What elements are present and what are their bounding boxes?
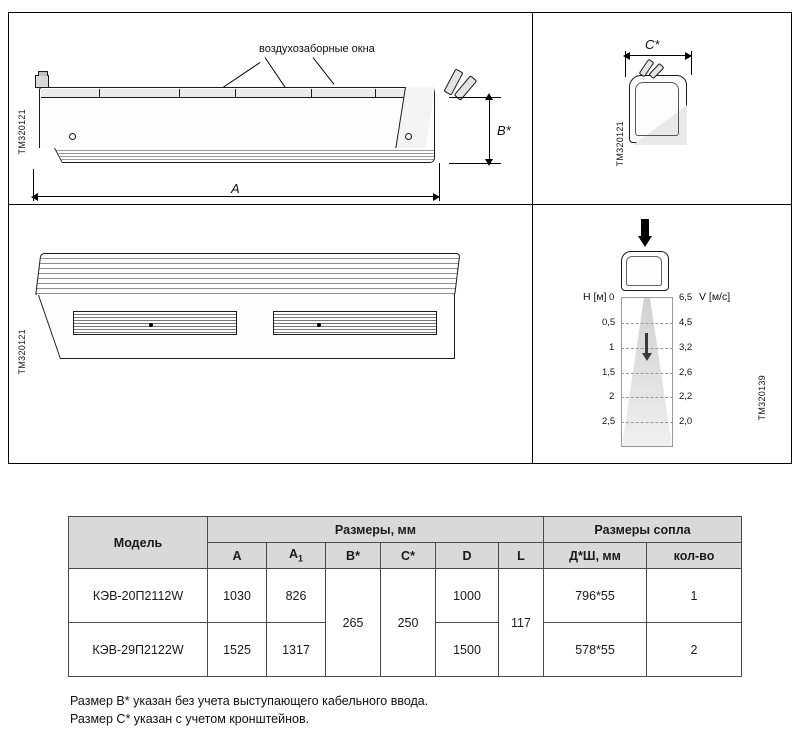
- air-outlet-left: [73, 311, 237, 335]
- cell-d-2: 1500: [436, 623, 499, 677]
- view-bottom: [9, 205, 533, 463]
- footnote-2: Размер C* указан с учетом кронштейнов.: [70, 712, 310, 727]
- header-col-b: B*: [326, 543, 381, 569]
- drawing-code-flow: TM320139: [757, 375, 767, 421]
- callout-leader-right: [313, 57, 335, 84]
- intake-tick-2: [179, 89, 180, 97]
- table-header-row-1: [69, 517, 742, 543]
- dim-a-line: [33, 196, 439, 197]
- drawing-code-side: TM320121: [615, 121, 625, 167]
- view-airflow-chart: [533, 205, 791, 463]
- cell-dsh-1: 796*55: [544, 569, 647, 623]
- cell-a1-1: 826: [267, 569, 326, 623]
- v-tick-4: 2,2: [679, 391, 693, 402]
- cable-gland: [35, 75, 49, 88]
- cell-l-merged: 117: [499, 569, 544, 677]
- dim-c-ext-left: [625, 51, 626, 77]
- h-tick-4: 2: [609, 391, 615, 402]
- unit-side-body: [629, 75, 691, 157]
- axis-v-title: V [м/с]: [699, 291, 731, 303]
- drawing-code-bottom: TM320121: [17, 329, 27, 375]
- flow-inner-outline: [626, 256, 662, 286]
- outlet-dot-right: [317, 323, 321, 327]
- view-front-top: [9, 13, 533, 205]
- header-col-dsh: Д*Ш, мм: [544, 543, 647, 569]
- footnote-1: Размер B* указан без учета выступающего кабельного ввода.: [70, 694, 429, 708]
- cell-a1-2: 1317: [267, 623, 326, 677]
- callout-air-intake-label: воздухозаборные окна: [259, 43, 375, 55]
- h-tick-3: 1,5: [602, 367, 616, 378]
- cell-a-2: 1525: [208, 623, 267, 677]
- intake-tick-3: [235, 89, 236, 97]
- intake-tick-4: [311, 89, 312, 97]
- header-col-a1: [267, 543, 326, 569]
- dim-c-ext-right: [691, 51, 692, 75]
- dim-c-label: C*: [645, 37, 660, 52]
- header-col-l: L: [499, 543, 544, 569]
- unit-flow-body: [621, 251, 673, 295]
- header-model: Модель: [69, 517, 208, 569]
- chart-gridline-1: [621, 323, 673, 324]
- cell-d-1: 1000: [436, 569, 499, 623]
- table-body: [69, 569, 742, 677]
- table-header: [69, 517, 742, 569]
- header-col-d: D: [436, 543, 499, 569]
- h-tick-0: 0: [609, 292, 615, 303]
- screw-indicator-right: [405, 133, 412, 140]
- v-tick-3: 2,6: [679, 367, 693, 378]
- header-col-a1-base: A: [288, 547, 298, 562]
- outlet-dot-left: [149, 323, 153, 327]
- chart-gridline-4: [621, 397, 673, 398]
- air-outlet-right: [273, 311, 437, 335]
- table-row: [69, 569, 742, 623]
- unit-bottom-grille: [39, 148, 435, 163]
- intake-tick-5: [375, 89, 376, 97]
- flow-direction-stem: [645, 333, 648, 355]
- intake-tick-1: [99, 89, 100, 97]
- cell-qty-2: 2: [647, 623, 742, 677]
- cell-qty-1: 1: [647, 569, 742, 623]
- flow-direction-head: [642, 353, 652, 361]
- chart-gridline-5: [621, 422, 673, 423]
- inlet-arrow-stem: [641, 219, 649, 237]
- header-nozzle-group: Размеры сопла: [544, 517, 742, 543]
- v-tick-0: 6,5: [679, 292, 693, 303]
- v-tick-2: 3,2: [679, 342, 693, 353]
- chart-gridline-3: [621, 373, 673, 374]
- drawing-panel-grid: [8, 12, 792, 464]
- header-sizes-group: Размеры, мм: [208, 517, 544, 543]
- unit-bottom-body: [35, 253, 455, 373]
- v-tick-5: 2,0: [679, 416, 693, 427]
- header-col-a1-sub: 1: [298, 553, 304, 564]
- dim-b-ext-top: [449, 97, 501, 98]
- side-inner-outline: [635, 82, 679, 136]
- drawing-code-top: TM320121: [17, 109, 27, 155]
- h-tick-2: 1: [609, 342, 615, 353]
- cell-b-merged: 265: [326, 569, 381, 677]
- screw-indicator: [69, 133, 76, 140]
- h-tick-5: 2,5: [602, 416, 616, 427]
- v-tick-1: 4,5: [679, 317, 693, 328]
- dim-b-ext-bottom: [449, 163, 501, 164]
- specifications-table: [68, 516, 742, 677]
- cell-c-merged: 250: [381, 569, 436, 677]
- unit-front-body: [39, 87, 435, 165]
- header-col-qty: кол-во: [647, 543, 742, 569]
- unit-top-slab: [35, 253, 460, 297]
- cell-a-1: 1030: [208, 569, 267, 623]
- h-tick-1: 0,5: [602, 317, 616, 328]
- dim-c-line: [625, 55, 691, 56]
- axis-h-title: H [м]: [583, 291, 607, 303]
- cell-model-1: КЭВ-20П2112W: [69, 569, 208, 623]
- view-side: [533, 13, 791, 205]
- footnotes: [70, 692, 428, 728]
- inlet-arrow-head: [638, 236, 652, 247]
- dim-b-label: B*: [497, 123, 511, 138]
- dim-a-ext-right: [439, 163, 440, 201]
- dim-a-label: A: [231, 181, 240, 196]
- header-col-c: C*: [381, 543, 436, 569]
- dim-b-line: [489, 97, 490, 163]
- dim-a-ext-left: [33, 169, 34, 201]
- cell-dsh-2: 578*55: [544, 623, 647, 677]
- header-col-a: A: [208, 543, 267, 569]
- cell-model-2: КЭВ-29П2122W: [69, 623, 208, 677]
